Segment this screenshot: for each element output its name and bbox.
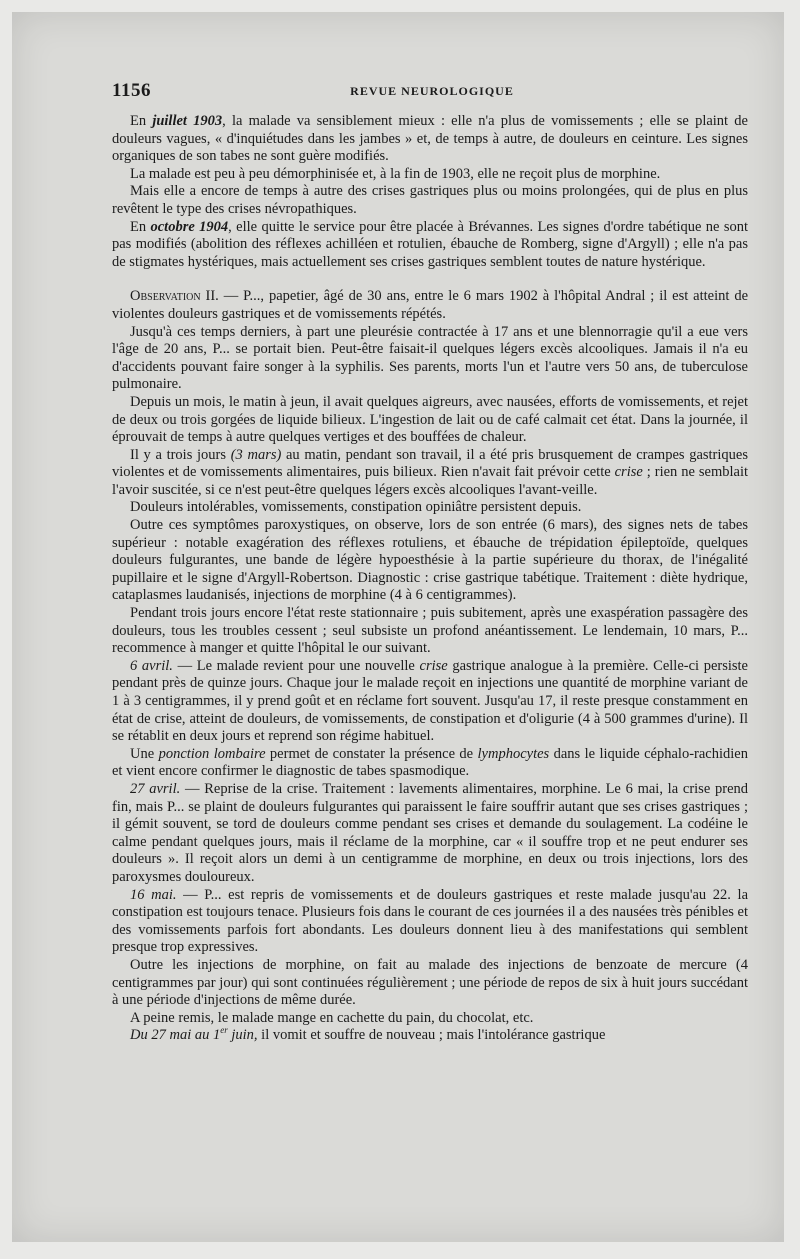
paragraph: Pendant trois jours encore l'état reste stationnaire ; puis subitement, après une exaspération passagère des douleurs, tous les troubles cessent ; seul subsiste un profond anéantissement. Le lendemain, 10 mars, P... recommence à manger et quitte l'hôpital le our suivant.	[112, 605, 748, 657]
paragraph: 27 avril. — Reprise de la crise. Traitement : lavements alimentaires, morphine. Le 6 mai, la crise prend fin, mais P... se plaint de douleurs fulgurantes qui paraissent le faire souffrir autant que ses crises gastriques ; il gémit souvent, se tord de douleurs comme pendant ses crises et demande du soulagement. La codéine le calme pendant quelques jours, mais il réclame de la morphine, car « il souffre trop et ne peut endurer ses douleurs ». Il reçoit alors un demi à un centigramme de morphine, en deux ou trois injections, lors des paroxysmes douloureux.	[112, 780, 749, 885]
observation-label: Observation II.	[130, 288, 219, 305]
paragraph: La malade est peu à peu démorphinisée et, à la fin de 1903, elle ne reçoit plus de morphine.	[130, 165, 661, 182]
paragraph: Du 27 mai au 1er juin, il vomit et souffre de nouveau ; mais l'intolérance gastrique	[130, 1025, 606, 1044]
paragraph: Jusqu'à ces temps derniers, à part une pleurésie contractée à 17 ans et une blennorragie qu'il a eue vers l'âge de 20 ans, P... se portait bien. Peut-être faisait-il quelques légers excès alcooliques. Jamais il n'a eu d'accidents pouvant faire songer à la syphilis. Ses parents, morts l'un et l'autre vers 50 ans, de tuberculose pulmonaire.	[112, 323, 748, 393]
paragraph: 6 avril. — Le malade revient pour une nouvelle crise gastrique analogue à la première. Celle-ci persiste pendant près de quinze jours. Chaque jour le malade reçoit en injections une quantité de morphine variant de 1 à 3 centigrammes, il y prend goût et en réclame fort souvent. Jusqu'au 17, il reste presque constamment en état de crise, atteint de douleurs, de vomissements, de constipation et d'oligurie (4 à 500 grammes d'urine). Il se rétablit en deux jours et reprend son régime habituel.	[112, 657, 748, 745]
paragraph: Mais elle a encore de temps à autre des crises gastriques plus ou moins prolongées, qui de plus en plus revêtent le type des crises névropathiques.	[112, 183, 748, 217]
paragraph: 16 mai. — P... est repris de vomissements et de douleurs gastriques et reste malade jusqu'au 22. la constipation est toujours tenace. Plusieurs fois dans le courant de ces journées il a des nausées très pénibles et des vomissements parfois fort abondants. Les douleurs donnent lieu à des manifestations qui semblent presque trop expressives.	[112, 886, 749, 956]
paragraph: Une ponction lombaire permet de constater la présence de lymphocytes dans le liquide céphalo-rachidien et vient encore confirmer le diagnostic de tabes spasmodique.	[112, 745, 748, 780]
paragraph: En octobre 1904, elle quitte le service pour être placée à Brévannes. Les signes d'ordre tabétique ne sont pas modifiés (abolition des réflexes achilléen et rotulien, ébauche de Romberg, signe d'Argyll) ; elle n'a pas de stigmates hystériques, mais actuellement ses crises gastriques semblent toutes de nature hystérique.	[112, 218, 748, 270]
page-header	[112, 80, 752, 102]
paragraph: A peine remis, le malade mange en cachette du pain, du chocolat, etc.	[130, 1009, 534, 1026]
journal-title: REVUE NEUROLOGIQUE	[350, 84, 514, 98]
paragraph: Douleurs intolérables, vomissements, constipation opiniâtre persistent depuis.	[130, 499, 582, 516]
paragraph: Il y a trois jours (3 mars) au matin, pendant son travail, il a été pris brusquement de crampes gastriques violentes et de vomissements alimentaires, puis bilieux. Rien n'avait fait prévoir cette crise ; rien ne semblait l'avoir suscitée, si ce n'est peut-être quelques légers excès alcooliques l'avant-veille.	[112, 446, 749, 498]
page-number: 1156	[112, 80, 151, 101]
paragraph: En juillet 1903, la malade va sensiblement mieux : elle n'a plus de vomissements ; elle se plaint de douleurs vagues, « d'inquiétudes dans les jambes » et, de temps à autre, de douleurs en ceinture. Les signes organiques de son tabes ne sont guère modifiés.	[112, 113, 748, 165]
paragraph: Outre ces symptômes paroxystiques, on observe, lors de son entrée (6 mars), des signes nets de tabes supérieur : notable exagération des réflexes rotuliens, et ébauche de trépidation épileptoïde, quelques douleurs fulgurantes, une bande de légère hypoesthésie à la partie supérieure du thorax, de l'inégalité pupillaire et le signe d'Argyll-Robertson. Diagnostic : crise gastrique tabétique. Traitement : diète hydrique, cataplasmes laudanisés, injections de morphine (4 à 6 centigrammes).	[112, 517, 748, 604]
paragraph: Depuis un mois, le matin à jeun, il avait quelques aigreurs, avec nausées, efforts de vomissements, et rejet de deux ou trois gorgées de liquide bilieux. L'ingestion de lait ou de café calmait cet état. Dans la journée, il éprouvait de temps à autre quelques vertiges et des bouffées de chaleur.	[112, 393, 748, 446]
body-text	[112, 113, 748, 1045]
observation-heading-paragraph: Observation II. — P..., papetier, âgé de 30 ans, entre le 6 mars 1902 à l'hôpital Andral ; il est atteint de violentes douleurs gastriques et de vomissements répétés.	[112, 288, 749, 322]
scanned-page	[12, 12, 784, 1242]
paragraph: Outre les injections de morphine, on fait au malade des injections de benzoate de mercure (4 centigrammes par jour) qui sont continuées régulièrement ; une période de repos de six à huit jours succédant à une période d'injections de même durée.	[112, 956, 748, 1009]
